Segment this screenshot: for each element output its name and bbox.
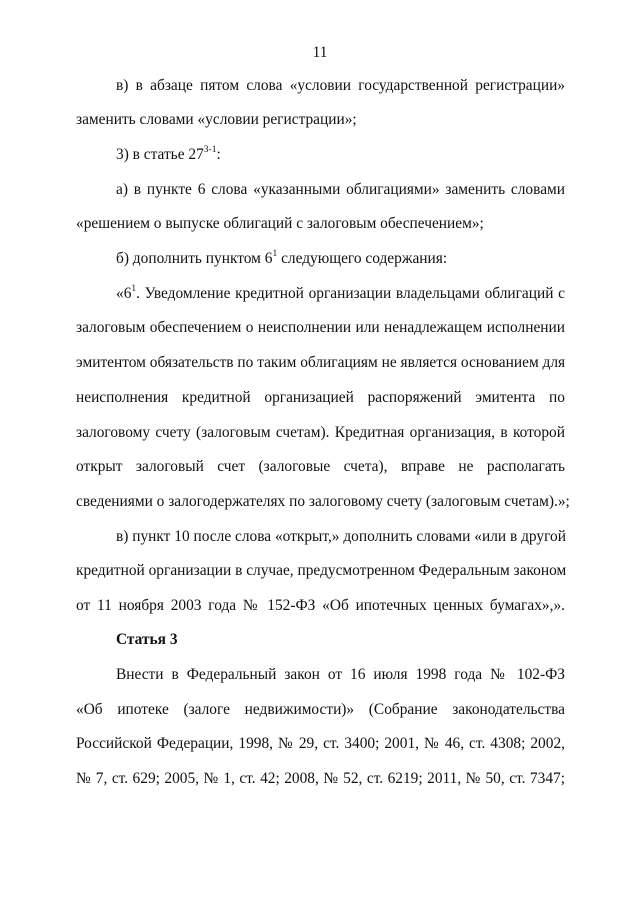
- text-segment: :: [216, 146, 221, 163]
- text-segment: залоговым обеспечением о неисполнении или ненадлежащем исполнении: [76, 319, 565, 336]
- amendment-a-line-1: [116, 181, 565, 199]
- text-segment: Российской Федерации, 1998, № 29, ст. 3400; 2001, № 46, ст. 4308; 2002,: [76, 735, 565, 752]
- text-segment: б) дополнить пунктом 6: [116, 250, 273, 267]
- article-3-heading: [116, 631, 565, 649]
- point-6-1-line-5: [76, 424, 565, 442]
- amendment-a-line-2: [76, 215, 565, 233]
- text-segment: . Уведомление кредитной организации владельцами облигаций с: [136, 285, 565, 302]
- amendment-v2-line-1: [116, 528, 565, 546]
- text-segment: в) пункт 10 после слова «открыт,» дополнить словами «или в другой: [116, 528, 566, 545]
- text-segment: № 7, ст. 629; 2005, № 1, ст. 42; 2008, № 52, ст. 6219; 2011, № 50, ст. 7347;: [76, 770, 565, 787]
- text-segment: в) в абзаце пятом слова «условии государственной регистрации»: [116, 77, 565, 94]
- article-3-text-line-3: [76, 735, 565, 753]
- page-number: 11: [312, 44, 328, 61]
- article-27-3-1-heading: [116, 146, 565, 164]
- superscript: 3-1: [203, 144, 217, 155]
- text-segment: неисполнения кредитной организацией распоряжений эмитента по: [76, 389, 565, 406]
- text-segment: открыт залоговый счет (залоговые счета), вправе не располагать: [76, 458, 565, 475]
- text-segment: «решением о выпуске облигаций с залоговым обеспечением»;: [76, 215, 484, 232]
- superscript: 1: [131, 283, 137, 294]
- text-segment: сведениями о залогодержателях по залоговому счету (залоговым счетам).»;: [76, 493, 570, 510]
- amendment-v-line-2: [76, 111, 565, 129]
- amendment-v2-line-3: [76, 597, 565, 615]
- text-segment: залоговому счету (залоговым счетам). Кредитная организация, в которой: [76, 424, 565, 441]
- text-segment: «Об ипотеке (залоге недвижимости)» (Собрание законодательства: [76, 701, 565, 718]
- text-segment: от 11 ноября 2003 года № 152-ФЗ «Об ипотечных ценных бумагах»,».: [76, 597, 565, 614]
- text-segment: кредитной организации в случае, предусмотренном Федеральным законом: [76, 562, 567, 579]
- amendment-v-line-1: [116, 77, 565, 95]
- point-6-1-line-2: [76, 319, 565, 337]
- text-segment: эмитентом обязательств по таким облигациям не является основанием для: [76, 354, 566, 371]
- point-6-1-line-7: [76, 493, 570, 511]
- article-3-text-line-4: [76, 770, 565, 788]
- text-segment: 3) в статье 27: [116, 146, 204, 163]
- amendment-b-line: [116, 250, 565, 268]
- point-6-1-line-3: [76, 354, 565, 372]
- article-3-text-line-2: [76, 701, 565, 719]
- text-segment: следующего содержания:: [277, 250, 448, 267]
- text-segment: заменить словами «условии регистрации»;: [76, 111, 357, 128]
- text-segment: «6: [116, 285, 132, 302]
- superscript: 1: [272, 248, 278, 259]
- text-segment: Статья 3: [116, 631, 178, 648]
- article-3-text-line-1: [116, 666, 565, 684]
- point-6-1-line-4: [76, 389, 565, 407]
- amendment-v2-line-2: [76, 562, 565, 580]
- text-segment: а) в пункте 6 слова «указанными облигациями» заменить словами: [116, 181, 565, 198]
- point-6-1-line-1: [116, 285, 565, 303]
- text-segment: Внести в Федеральный закон от 16 июля 1998 года № 102-ФЗ: [116, 666, 565, 683]
- point-6-1-line-6: [76, 458, 565, 476]
